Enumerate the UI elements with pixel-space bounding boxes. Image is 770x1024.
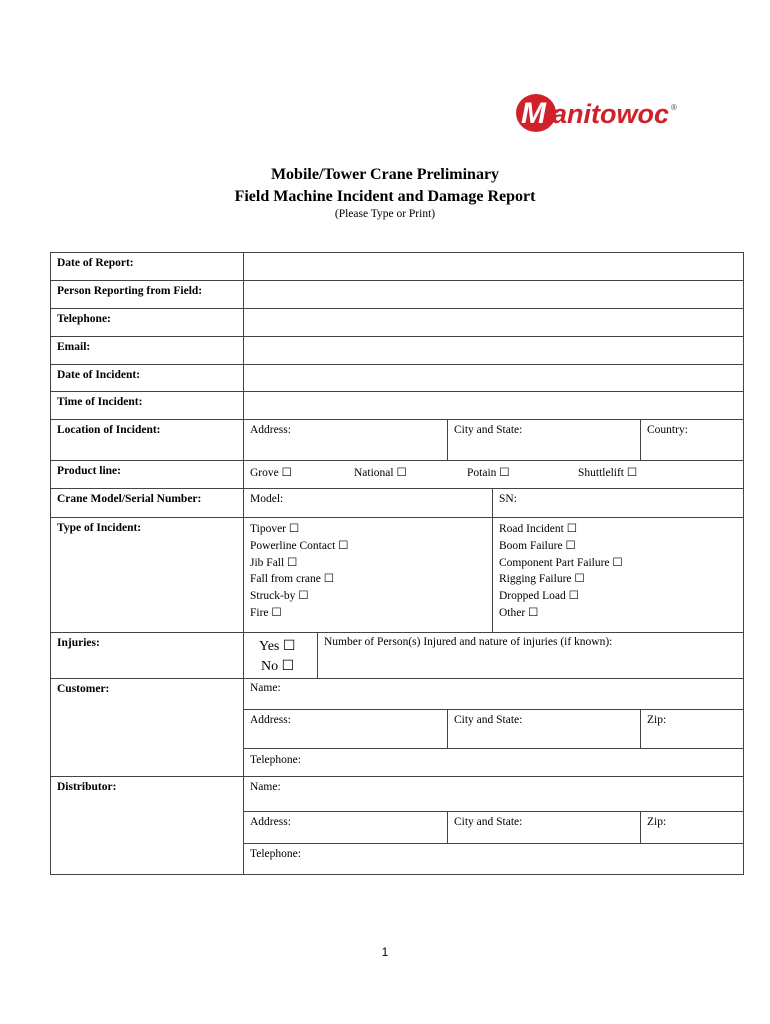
customer-address-row xyxy=(244,710,743,749)
location-city-state[interactable]: City and State: xyxy=(454,424,523,436)
incident-types-right xyxy=(499,521,623,622)
checkbox-component-part-failure[interactable]: Component Part Failure ☐ xyxy=(499,556,623,569)
row-email xyxy=(51,337,743,365)
label-model-serial: Crane Model/Serial Number: xyxy=(57,493,202,505)
row-person-reporting xyxy=(51,281,743,309)
location-city-cell xyxy=(447,420,448,460)
distributor-name-row xyxy=(244,777,743,812)
location-address[interactable]: Address: xyxy=(250,424,291,436)
manitowoc-logo xyxy=(514,90,684,136)
email-field[interactable] xyxy=(244,337,743,364)
distributor-zip[interactable]: Zip: xyxy=(647,816,667,828)
injuries-details-cell xyxy=(317,633,318,678)
distributor-city-cell xyxy=(447,812,448,843)
customer-city-cell xyxy=(447,710,448,748)
label-distributor: Distributor: xyxy=(57,781,117,793)
row-date-of-incident xyxy=(51,365,743,392)
svg-text:anitowoc: anitowoc xyxy=(552,99,670,129)
label-location: Location of Incident: xyxy=(57,424,161,436)
distributor-telephone[interactable]: Telephone: xyxy=(250,848,301,860)
page-number: 1 xyxy=(381,945,389,959)
label-telephone: Telephone: xyxy=(57,313,111,325)
title-line-2: Field Machine Incident and Damage Report xyxy=(234,188,536,205)
time-of-incident-field[interactable] xyxy=(244,392,743,419)
label-customer: Customer: xyxy=(57,683,110,695)
sn-field[interactable]: SN: xyxy=(499,493,517,505)
label-type-of-incident: Type of Incident: xyxy=(57,522,142,534)
incident-types-right-cell xyxy=(492,518,493,632)
customer-zip-cell xyxy=(640,710,641,748)
date-of-incident-field[interactable] xyxy=(244,365,743,391)
row-location xyxy=(51,420,743,461)
person-reporting-field[interactable] xyxy=(244,281,743,308)
title-line-1: Mobile/Tower Crane Preliminary xyxy=(270,166,500,183)
distributor-address[interactable]: Address: xyxy=(250,816,291,828)
location-country-cell xyxy=(640,420,641,460)
checkbox-fall-from-crane[interactable]: Fall from crane ☐ xyxy=(250,573,335,586)
distributor-zip-cell xyxy=(640,812,641,843)
checkbox-injuries-yes[interactable]: Yes ☐ xyxy=(259,639,296,654)
label-email: Email: xyxy=(57,341,91,353)
row-telephone xyxy=(51,309,743,337)
incident-form xyxy=(50,252,744,875)
model-field[interactable]: Model: xyxy=(250,493,284,505)
checkbox-struck-by[interactable]: Struck-by ☐ xyxy=(250,590,309,603)
distributor-address-row xyxy=(244,812,743,844)
label-date-of-report: Date of Report: xyxy=(57,257,134,269)
checkbox-potain[interactable]: Potain ☐ xyxy=(467,467,510,479)
subtitle: (Please Type or Print) xyxy=(334,208,436,220)
injuries-details[interactable]: Number of Person(s) Injured and nature of injuries (if known): xyxy=(324,636,613,648)
customer-address[interactable]: Address: xyxy=(250,714,291,726)
customer-zip[interactable]: Zip: xyxy=(647,714,667,726)
label-product-line: Product line: xyxy=(57,465,121,477)
svg-text:M: M xyxy=(521,97,546,130)
checkbox-rigging-failure[interactable]: Rigging Failure ☐ xyxy=(499,573,585,586)
incident-types-left xyxy=(250,521,348,622)
customer-name-row xyxy=(244,679,743,710)
customer-telephone[interactable]: Telephone: xyxy=(250,754,301,766)
svg-text:®: ® xyxy=(671,103,677,112)
row-customer xyxy=(51,679,743,777)
checkbox-road-incident[interactable]: Road Incident ☐ xyxy=(499,523,578,535)
row-distributor xyxy=(51,777,743,874)
distributor-city-state[interactable]: City and State: xyxy=(454,816,523,828)
checkbox-shuttlelift[interactable]: Shuttlelift ☐ xyxy=(578,467,638,479)
label-person-reporting: Person Reporting from Field: xyxy=(57,285,203,297)
sn-cell xyxy=(492,489,493,517)
telephone-field[interactable] xyxy=(244,309,743,336)
checkbox-tipover[interactable]: Tipover ☐ xyxy=(250,523,300,535)
row-injuries xyxy=(51,633,743,679)
checkbox-national[interactable]: National ☐ xyxy=(354,467,407,479)
label-injuries: Injuries: xyxy=(57,637,100,649)
checkbox-grove[interactable]: Grove ☐ xyxy=(250,467,292,479)
checkbox-powerline-contact[interactable]: Powerline Contact ☐ xyxy=(250,539,349,552)
label-date-of-incident: Date of Incident: xyxy=(57,369,141,381)
checkbox-jib-fall[interactable]: Jib Fall ☐ xyxy=(250,556,298,569)
row-type-of-incident xyxy=(51,518,743,633)
row-date-of-report xyxy=(51,253,743,281)
customer-city-state[interactable]: City and State: xyxy=(454,714,523,726)
checkbox-dropped-load[interactable]: Dropped Load ☐ xyxy=(499,590,579,603)
checkbox-boom-failure[interactable]: Boom Failure ☐ xyxy=(499,539,576,552)
distributor-name[interactable]: Name: xyxy=(250,781,281,793)
date-of-report-field[interactable] xyxy=(244,253,743,280)
checkbox-fire[interactable]: Fire ☐ xyxy=(250,606,282,619)
location-country[interactable]: Country: xyxy=(647,424,688,436)
checkbox-injuries-no[interactable]: No ☐ xyxy=(261,659,295,674)
customer-name[interactable]: Name: xyxy=(250,682,281,694)
checkbox-other[interactable]: Other ☐ xyxy=(499,606,539,619)
row-product-line xyxy=(51,461,743,489)
row-model-serial xyxy=(51,489,743,518)
label-time-of-incident: Time of Incident: xyxy=(57,396,143,408)
row-time-of-incident xyxy=(51,392,743,420)
